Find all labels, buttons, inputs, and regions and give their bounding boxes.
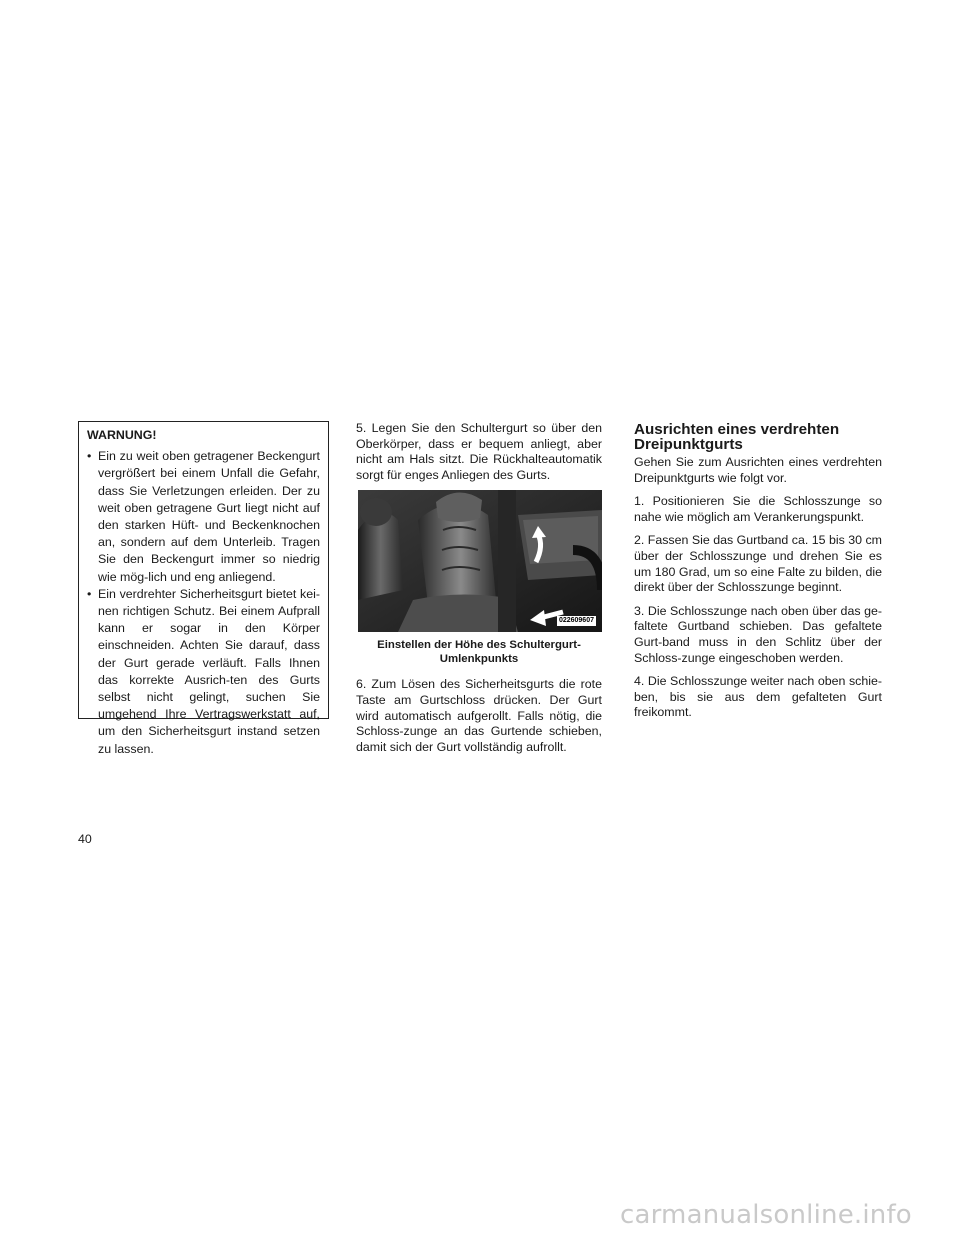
warning-title: WARNUNG! <box>87 428 157 442</box>
section-heading: Ausrichten eines verdrehten Dreipunktgurts <box>634 421 840 453</box>
watermark: carmanualsonline.info <box>620 1200 912 1230</box>
step-6-text: 6. Zum Lösen des Sicherheitsgurts die rote Taste am Gurtschloss drücken. Der Gurt wird automatisch aufgerollt. Falls nötig, die Schloss-zunge an das Gurtende schieben, damit sich der Gurt vollständig aufrollt. <box>356 677 602 754</box>
page-number: 40 <box>78 832 92 846</box>
bullet-icon: • <box>87 586 92 601</box>
middle-column <box>356 421 602 763</box>
step-4-text: 4. Die Schlosszunge weiter nach oben schie-ben, bis sie aus dem gefalteten Gurt freikommt. <box>634 674 882 720</box>
warning-list <box>87 448 320 758</box>
step-5-text: 5. Legen Sie den Schultergurt so über den Oberkörper, dass er bequem anliegt, aber nicht am Hals sitzt. Die Rückhalteautomatik sorgt für enges Anliegen des Gurts. <box>356 421 602 482</box>
intro-text: Gehen Sie zum Ausrichten eines verdrehten Dreipunktgurts wie folgt vor. <box>634 455 882 485</box>
warning-item <box>87 448 320 586</box>
step-2-text: 2. Fassen Sie das Gurtband ca. 15 bis 30 cm über der Schlosszunge und drehen Sie es um 180 Grad, um so eine Falte zu bilden, die direkt über der Schlosszunge beginnt. <box>634 533 882 595</box>
figure-code: 022609607 <box>558 617 594 625</box>
warning-item-text: Ein zu weit oben getragener Beckengurt vergrößert bei einem Unfall die Gefahr, dass Sie Verletzungen erleiden. Der zu weit oben getragene Gurt liegt nicht auf den starken Hüft- und Beckenknochen an, sondern auf dem Unterleib. Tragen Sie den Beckengurt immer so niedrig wie mög-lich und eng anliegend. <box>98 449 320 584</box>
warning-box <box>78 421 329 756</box>
car-seat-illustration <box>358 490 602 632</box>
right-column <box>634 421 882 729</box>
step-3-text: 3. Die Schlosszunge nach oben über das ge-faltete Gurtband schieben. Das gefaltete Gurt-band muss in den Schlitz über der Schloss-zunge eingeschoben werden. <box>634 603 882 665</box>
warning-item-text: Ein verdrehter Sicherheitsgurt bietet kei-nen richtigen Schutz. Bei einem Aufprall kann er sogar in den Körper einschneiden. Achten Sie darauf, dass der Gurt gerade verläuft. Falls Ihnen das korrekte Ausrich-ten des Gurts selbst nicht gelingt, suchen Sie umgehend Ihre Vertragswerkstatt auf, um den Sicherheitsgurt instand setzen zu lassen. <box>98 586 320 756</box>
step-1-text: 1. Positionieren Sie die Schlosszunge so nahe wie möglich am Verankerungspunkt. <box>634 494 882 524</box>
figure-caption: Einstellen der Höhe des Schultergurt- Umlenkpunkts <box>377 639 581 666</box>
warning-item <box>87 586 320 758</box>
bullet-icon: • <box>87 449 92 464</box>
seat-photo <box>358 490 602 632</box>
